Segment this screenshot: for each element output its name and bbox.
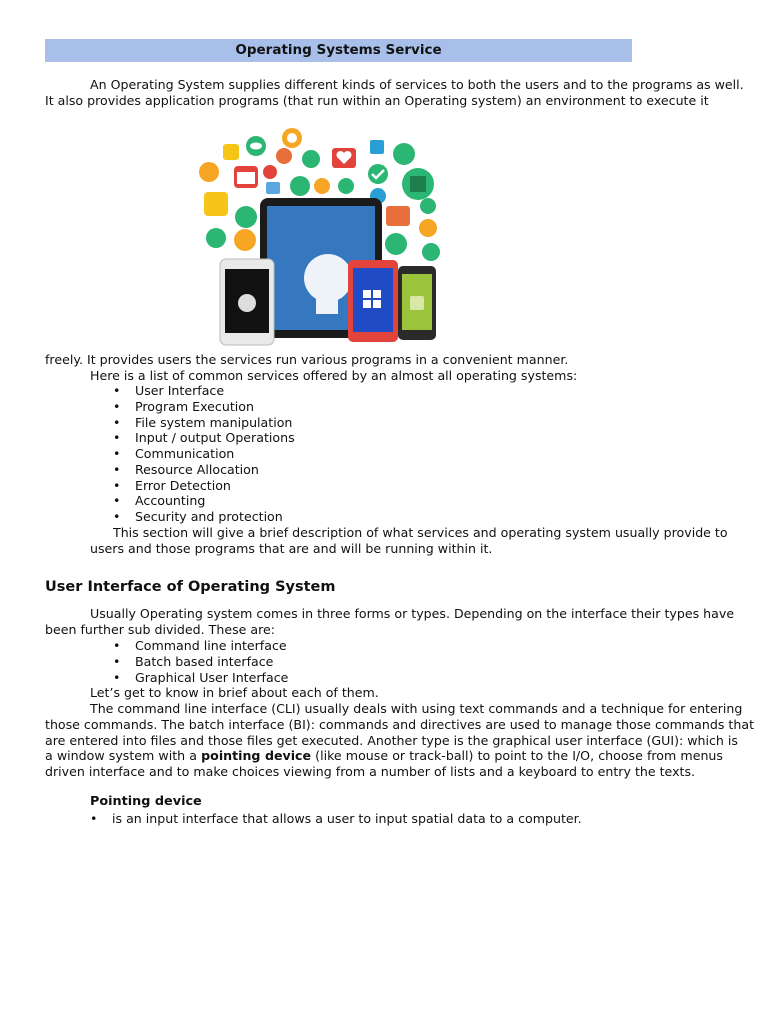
pointing-device-term: pointing device bbox=[201, 748, 312, 763]
ui-para-3-line-3: are entered into files and those files get executed. Another type is the graphical user interface (GUI): which is bbox=[45, 733, 738, 748]
cart-icon bbox=[266, 182, 280, 194]
music-icon bbox=[235, 206, 257, 228]
title-bar bbox=[45, 39, 632, 62]
list-item: • Communication bbox=[113, 446, 235, 461]
chat-icon bbox=[199, 162, 219, 182]
intro-line-1: An Operating System supplies different kinds of services to both the users and to the programs as well. bbox=[90, 77, 744, 92]
ui-para-1-line-1: Usually Operating system comes in three forms or types. Depending on the interface their types have bbox=[90, 606, 735, 621]
list-item: • User Interface bbox=[113, 383, 225, 398]
devices-apps-illustration bbox=[196, 126, 444, 346]
list-item: • Resource Allocation bbox=[113, 461, 259, 477]
shopping-icon bbox=[370, 140, 384, 154]
pointing-device-heading: Pointing device bbox=[90, 794, 202, 809]
ui-para-1-line-2: been further sub divided. These are: bbox=[45, 622, 275, 637]
list-item: • Command line interface bbox=[113, 638, 287, 653]
pencil-icon bbox=[206, 228, 226, 248]
section-heading-user-interface: User Interface of Operating System bbox=[45, 579, 336, 595]
list-item: • Accounting bbox=[113, 493, 206, 509]
list-item: • Batch based interface bbox=[113, 653, 274, 669]
check-icon bbox=[368, 164, 388, 184]
gift-icon bbox=[276, 148, 292, 164]
list-item: • Graphical User Interface bbox=[113, 669, 289, 685]
ui-para-3-line-2: those commands. The batch interface (BI): commands and directives are used to manage those commands that bbox=[45, 717, 755, 732]
settings-icon bbox=[393, 143, 415, 165]
intro-line-2: It also provides application programs (that run within an Operating system) an environment to execute it bbox=[45, 93, 709, 108]
volume-icon bbox=[420, 198, 436, 214]
photo-icon bbox=[223, 144, 239, 160]
navigation-icon bbox=[385, 233, 407, 255]
list-item: • Error Detection bbox=[113, 477, 231, 493]
pointing-device-definition: is an input interface that allows a user to input spatial data to a computer. bbox=[112, 811, 582, 826]
android-phone bbox=[398, 266, 436, 340]
list-item: • Input / output Operations bbox=[113, 430, 295, 446]
section-desc-line-2: users and those programs that are and will be running within it. bbox=[90, 541, 493, 556]
lock-icon bbox=[263, 165, 277, 179]
apple-phone bbox=[220, 259, 274, 345]
interface-types-list bbox=[113, 638, 289, 685]
page-title: Operating Systems Service bbox=[235, 42, 442, 58]
shield-icon bbox=[204, 192, 228, 216]
smile-icon bbox=[290, 176, 310, 196]
sound-icon bbox=[419, 219, 437, 237]
section-desc-line-1: This section will give a brief description of what services and operating system usually provide to bbox=[113, 525, 728, 540]
ui-para-3-line-5: driven interface and to make choices viewing from a number of lists and a keyboard to entry the texts. bbox=[45, 764, 696, 779]
services-list-intro: Here is a list of common services offered by an almost all operating systems: bbox=[90, 368, 578, 383]
message-icon bbox=[234, 229, 256, 251]
list-item: • Program Execution bbox=[113, 398, 254, 414]
windows-phone bbox=[348, 260, 398, 342]
services-list bbox=[113, 383, 295, 525]
speaker-icon bbox=[386, 206, 410, 226]
people-icon bbox=[314, 178, 330, 194]
pointing-device-bullet bbox=[90, 811, 582, 827]
chef-icon bbox=[422, 243, 440, 261]
ui-para-3-line-1: The command line interface (CLI) usually deals with using text commands and a technique for entering bbox=[90, 701, 743, 716]
list-item: • File system manipulation bbox=[113, 414, 293, 430]
bullet-dot: • bbox=[90, 811, 98, 826]
camera-icon bbox=[302, 150, 320, 168]
headphones-icon bbox=[338, 178, 354, 194]
ui-para-2: Let’s get to know in brief about each of them. bbox=[90, 685, 379, 700]
ui-para-3-line-4: a window system with a pointing device (like mouse or track-ball) to point to the I/O, choose from menus bbox=[45, 748, 723, 763]
intro-line-3: freely. It provides users the services run various programs in a convenient manner. bbox=[45, 352, 569, 367]
list-item: • Security and protection bbox=[113, 509, 283, 524]
